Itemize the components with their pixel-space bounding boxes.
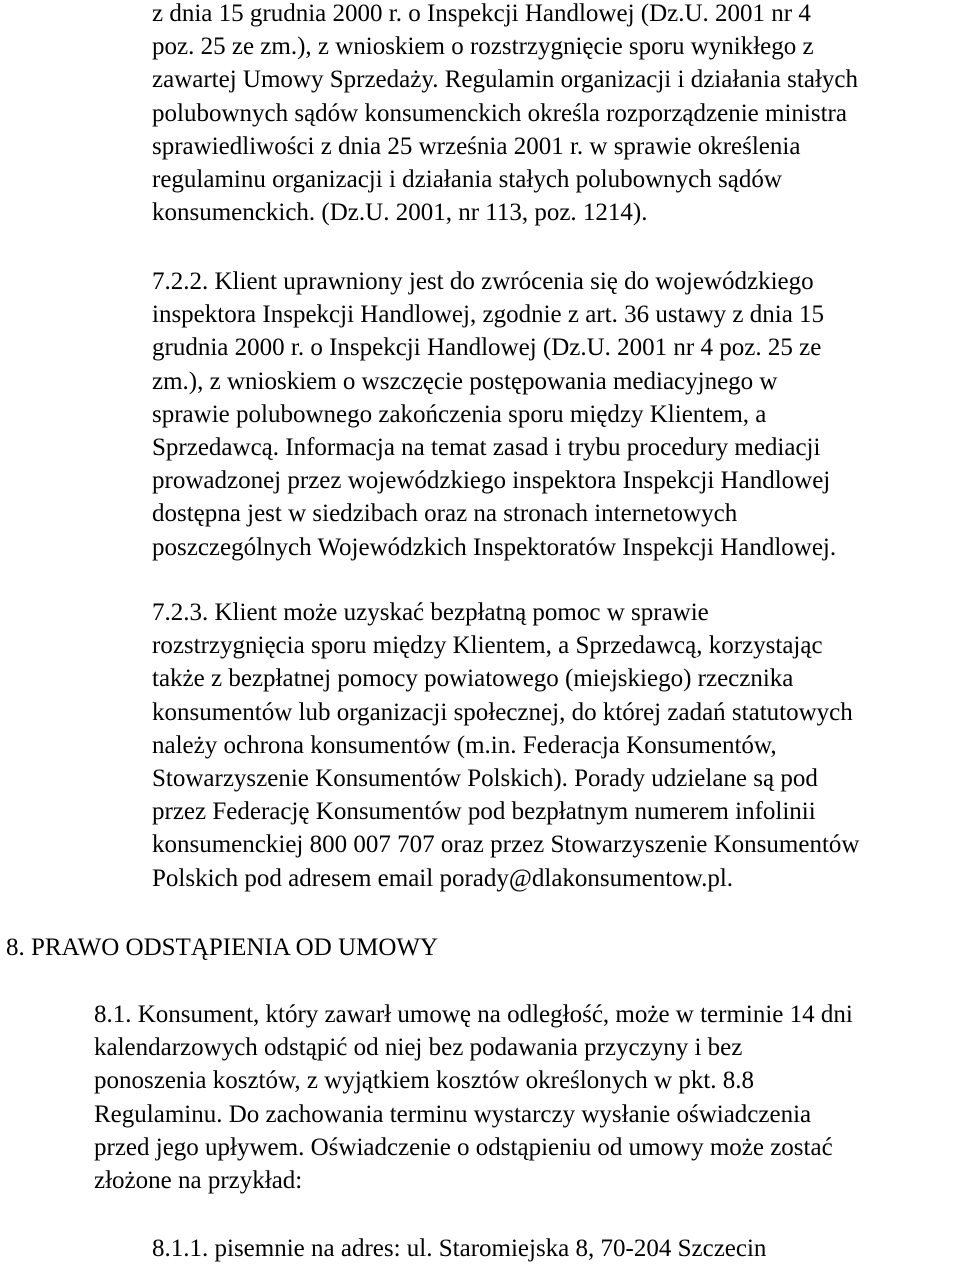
text-line: 7.2.2. Klient uprawniony jest do zwrócenia się do wojewódzkiego bbox=[152, 268, 814, 295]
text-line: poszczególnych Wojewódzkich Inspektoratów Inspekcji Handlowej. bbox=[152, 533, 837, 561]
paragraph-8-1-1 bbox=[152, 1232, 952, 1265]
text-line: poz. 25 ze zm.), z wnioskiem o rozstrzygnięcie sporu wynikłego z bbox=[152, 33, 814, 61]
text-line: grudnia 2000 r. o Inspekcji Handlowej (Dz.U. 2001 nr 4 poz. 25 ze bbox=[152, 334, 822, 362]
text-line: regulaminu organizacji i działania stałych polubownych sądów bbox=[152, 166, 782, 194]
paragraph-7-2-3 bbox=[152, 596, 952, 895]
text-line: zm.), z wnioskiem o wszczęcie postępowania mediacyjnego w bbox=[152, 367, 778, 395]
paragraph-continuation bbox=[152, 0, 952, 229]
text-line: należy ochrona konsumentów (m.in. Federacja Konsumentów, bbox=[152, 731, 777, 759]
text-line: Polskich pod adresem email porady@dlakonsumentow.pl. bbox=[152, 864, 734, 892]
text-line: inspektora Inspekcji Handlowej, zgodnie z art. 36 ustawy z dnia 15 bbox=[152, 301, 825, 329]
text-line: 7.2.3. Klient może uzyskać bezpłatną pomoc w sprawie bbox=[152, 599, 709, 626]
text-line: dostępna jest w siedzibach oraz na stronach internetowych bbox=[152, 500, 738, 528]
text-line: zawartej Umowy Sprzedaży. Regulamin organizacji i działania stałych bbox=[152, 66, 858, 94]
text-line: 8.1.1. pisemnie na adres: ul. Staromiejska 8, 70-204 Szczecin bbox=[152, 1235, 767, 1262]
text-line: przed jego upływem. Oświadczenie o odstąpieniu od umowy może zostać bbox=[94, 1133, 833, 1161]
text-line: konsumenckiej 800 007 707 oraz przez Stowarzyszenie Konsumentów bbox=[152, 831, 860, 859]
paragraph-8-1 bbox=[94, 998, 956, 1197]
text-line: z dnia 15 grudnia 2000 r. o Inspekcji Handlowej (Dz.U. 2001 nr 4 bbox=[152, 0, 811, 27]
text-line: rozstrzygnięcia sporu między Klientem, a Sprzedawcą, korzystając bbox=[152, 632, 823, 660]
text-line: konsumentów lub organizacji społecznej, do której zadań statutowych bbox=[152, 698, 853, 726]
text-line: konsumenckich. (Dz.U. 2001, nr 113, poz. 1214). bbox=[152, 199, 648, 227]
text-line: Regulaminu. Do zachowania terminu wystarczy wysłanie oświadczenia bbox=[94, 1100, 812, 1128]
text-line: Stowarzyszenie Konsumentów Polskich). Porady udzielane są pod bbox=[152, 765, 818, 793]
text-line: sprawiedliwości z dnia 25 września 2001 r. w sprawie określenia bbox=[152, 132, 801, 160]
text-line: także z bezpłatnej pomocy powiatowego (miejskiego) rzecznika bbox=[152, 665, 794, 693]
text-line: prowadzonej przez wojewódzkiego inspektora Inspekcji Handlowej bbox=[152, 467, 831, 495]
text-line: ponoszenia kosztów, z wyjątkiem kosztów określonych w pkt. 8.8 bbox=[94, 1067, 755, 1095]
text-line: Sprzedawcą. Informacja na temat zasad i trybu procedury mediacji bbox=[152, 434, 821, 462]
text-line: polubownych sądów konsumenckich określa rozporządzenie ministra bbox=[152, 99, 847, 127]
text-line: złożone na przykład: bbox=[94, 1167, 303, 1195]
text-line: kalendarzowych odstąpić od niej bez podawania przyczyny i bez bbox=[94, 1034, 743, 1062]
section-heading: 8. PRAWO ODSTĄPIENIA OD UMOWY bbox=[6, 934, 439, 961]
text-line: sprawie polubownego zakończenia sporu między Klientem, a bbox=[152, 400, 767, 428]
text-line: przez Federację Konsumentów pod bezpłatnym numerem infolinii bbox=[152, 798, 816, 826]
paragraph-7-2-2 bbox=[152, 265, 952, 564]
text-line: 8.1. Konsument, który zawarł umowę na odległość, może w terminie 14 dni bbox=[94, 1001, 853, 1028]
